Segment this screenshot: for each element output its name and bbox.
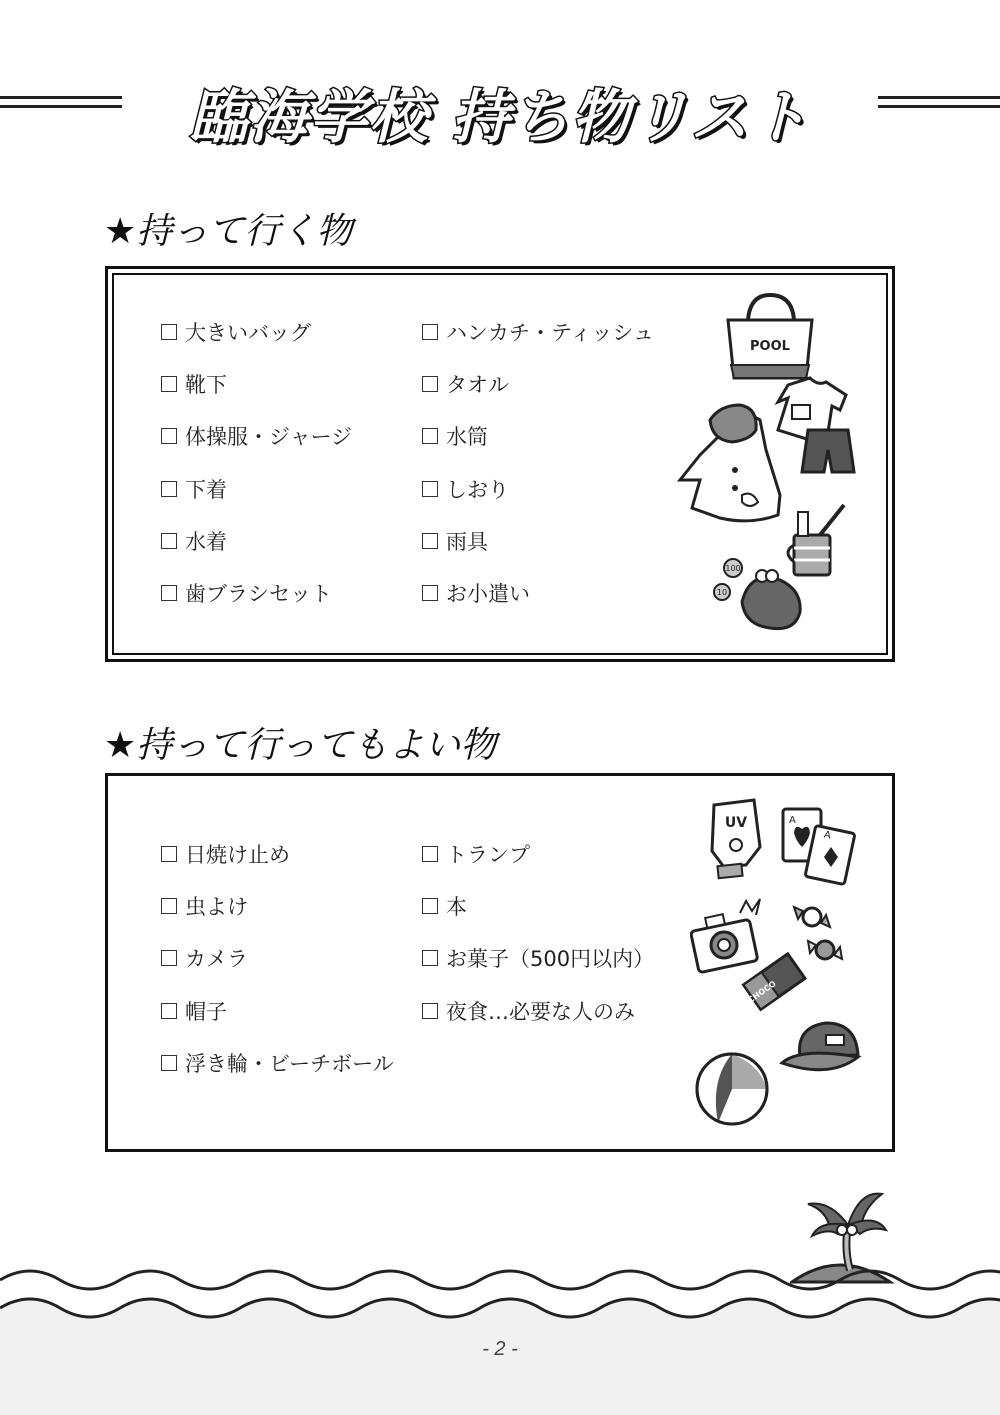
checklist-item[interactable] [422, 474, 509, 504]
checklist-item[interactable] [422, 526, 488, 556]
checklist-item[interactable] [422, 996, 635, 1026]
coin-10-label: 10 [716, 588, 728, 597]
checklist-item-label: トランプ [446, 843, 530, 867]
checklist-item[interactable] [161, 474, 227, 504]
checklist-item-label: お菓子（500円以内） [446, 947, 655, 972]
checkbox[interactable] [161, 428, 177, 444]
checklist-item-label: 虫よけ [185, 895, 248, 920]
checklist-item[interactable] [161, 317, 311, 347]
checklist-item[interactable] [161, 369, 227, 399]
chocolate-label: CHOCO [746, 979, 778, 1005]
title-rule-right [878, 96, 1000, 108]
checklist-item[interactable] [422, 317, 654, 347]
raincoat-icon [680, 405, 780, 521]
checklist-item[interactable] [422, 943, 654, 973]
checklist-item-label: 大きいバッグ [185, 321, 311, 345]
toothbrush-cup-icon [788, 505, 844, 575]
checklist-item-label: 帽子 [185, 999, 227, 1024]
checklist-item-label: 体操服・ジャージ [185, 425, 353, 450]
title-rule-left [0, 96, 122, 108]
checkbox[interactable] [161, 533, 177, 549]
optional-items-illustration [690, 795, 870, 1130]
card-rank-1: A [789, 815, 796, 826]
checkbox[interactable] [161, 1003, 177, 1019]
required-items-illustration [660, 290, 870, 640]
checkbox[interactable] [422, 428, 438, 444]
shorts-icon [802, 430, 854, 472]
checklist-item-label: 靴下 [185, 373, 227, 398]
sunscreen-label: UV [724, 815, 748, 831]
checkbox[interactable] [422, 1003, 438, 1019]
page-number: - 2 - [482, 1338, 518, 1360]
checkbox[interactable] [422, 898, 438, 914]
checklist-item-label: 浮き輪・ビーチボール [185, 1051, 394, 1076]
beach-ball-icon [697, 1054, 767, 1124]
checkbox[interactable] [161, 898, 177, 914]
checklist-item-label: 水着 [185, 529, 227, 554]
checklist-item[interactable] [422, 369, 509, 399]
checklist-item-label: 本 [446, 895, 467, 920]
checklist-item[interactable] [161, 421, 352, 451]
checklist-item[interactable] [161, 891, 248, 921]
checklist-item-label: 下着 [185, 477, 227, 502]
checklist-item-label: カメラ [185, 947, 248, 972]
camera-icon [690, 899, 760, 973]
checklist-item[interactable] [161, 578, 332, 608]
coin-purse-icon [714, 559, 800, 629]
checkbox[interactable] [422, 585, 438, 601]
checkbox[interactable] [161, 324, 177, 340]
checklist-item[interactable] [161, 526, 227, 556]
checklist-item[interactable] [161, 1048, 394, 1078]
checklist-item-label: 夜食…必要な人のみ [446, 999, 635, 1024]
checklist-item-label: タオル [446, 373, 509, 398]
checkbox[interactable] [161, 481, 177, 497]
checklist-item[interactable] [161, 943, 248, 973]
pool-bag-label: POOL [750, 339, 790, 354]
section-heading-required: ★持って行く物 [104, 211, 353, 252]
checklist-item-label: 雨具 [446, 529, 488, 554]
title-bar [0, 70, 1000, 150]
card-rank-2: A [822, 829, 832, 842]
pool-bag-icon [728, 295, 812, 378]
checklist-item[interactable] [161, 839, 290, 869]
checklist-item[interactable] [161, 996, 227, 1026]
checklist-item-label: 日焼け止め [185, 843, 290, 867]
checklist-item-label: 歯ブラシセット [185, 582, 332, 606]
checklist-item[interactable] [422, 578, 530, 608]
section-heading-optional: ★持って行ってもよい物 [104, 725, 497, 766]
sunscreen-icon [712, 800, 760, 878]
checklist-item[interactable] [422, 891, 467, 921]
checkbox[interactable] [422, 950, 438, 966]
checklist-item-label: お小遣い [446, 582, 530, 606]
checkbox[interactable] [422, 481, 438, 497]
checkbox[interactable] [161, 950, 177, 966]
page-title: 臨海学校 持ち物リスト [189, 83, 811, 151]
checkbox[interactable] [161, 846, 177, 862]
checkbox[interactable] [422, 324, 438, 340]
checkbox[interactable] [422, 376, 438, 392]
checklist-item-label: ハンカチ・ティッシュ [446, 321, 654, 345]
checklist-item[interactable] [422, 421, 488, 451]
checklist-item-label: しおり [446, 477, 509, 502]
candy-icon [794, 907, 842, 959]
cap-icon [782, 1023, 858, 1070]
checkbox[interactable] [161, 1055, 177, 1071]
checkbox[interactable] [422, 846, 438, 862]
checklist-item[interactable] [422, 839, 530, 869]
playing-cards-icon [783, 809, 855, 885]
checkbox[interactable] [422, 533, 438, 549]
checkbox[interactable] [161, 585, 177, 601]
coin-100-label: 100 [725, 564, 741, 573]
checklist-item-label: 水筒 [446, 425, 488, 450]
checkbox[interactable] [161, 376, 177, 392]
